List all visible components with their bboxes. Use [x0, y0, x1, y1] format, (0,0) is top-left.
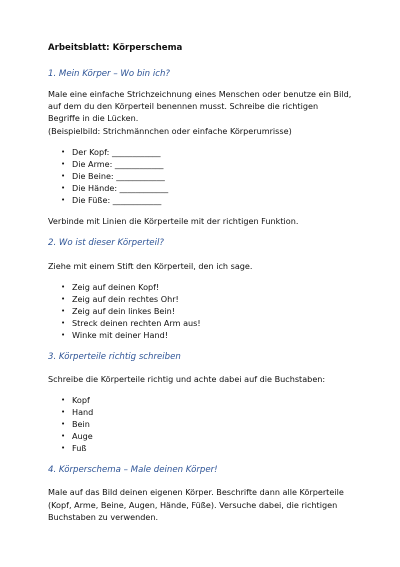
bullet-icon: •	[61, 396, 66, 405]
section-4-heading: 4. Körperschema – Male deinen Körper!	[48, 465, 218, 476]
bullet-icon: •	[61, 444, 66, 453]
bullet-icon: •	[61, 171, 66, 180]
bullet-icon: •	[61, 420, 66, 429]
section-3-list	[48, 394, 368, 454]
section-1-instruction: Verbinde mit Linien die Körperteile mit der richtigen Funktion.	[48, 215, 299, 226]
section-1-list	[48, 146, 368, 206]
section-3	[48, 351, 368, 454]
worksheet	[48, 42, 368, 523]
list-item: • Die Beine: ____________	[61, 170, 165, 181]
bullet-icon: •	[61, 432, 66, 441]
bullet-icon: •	[61, 283, 66, 292]
list-item: • Auge	[61, 431, 93, 442]
section-1-heading: 1. Mein Körper – Wo bin ich?	[48, 69, 170, 79]
bullet-icon: •	[61, 307, 66, 316]
list-item: • Zeig auf dein linkes Bein!	[61, 306, 176, 317]
section-2-list	[48, 281, 368, 341]
list-item: • Die Hände: ____________	[61, 182, 169, 193]
bullet-icon: •	[61, 195, 66, 204]
bullet-icon: •	[61, 183, 66, 192]
section-2	[48, 237, 368, 341]
page-title: Arbeitsblatt: Körperschema	[48, 43, 183, 53]
section-4	[48, 464, 368, 523]
section-2-paragraph: Ziehe mit einem Stift den Körperteil, den ich sage.	[48, 261, 253, 272]
list-item: • Hand	[61, 407, 94, 418]
list-item: • Fuß	[61, 443, 87, 454]
list-item: • Der Kopf: ____________	[61, 146, 161, 157]
list-item: • Die Füße: ____________	[61, 194, 162, 205]
section-1	[48, 68, 368, 227]
list-item: • Kopf	[61, 395, 90, 406]
bullet-icon: •	[61, 147, 66, 156]
bullet-icon: •	[61, 295, 66, 304]
bullet-icon: •	[61, 319, 66, 328]
section-2-heading: 2. Wo ist dieser Körperteil?	[48, 238, 164, 249]
section-1-paragraph: Male eine einfache Strichzeichnung eines Menschen oder benutze ein Bild, auf dem du den Körperteil benennen musst. Schreibe die richtigen Begriffe in die Lücken. (Beispielbild: Strichmännchen oder einfache Körperumrisse)	[48, 89, 352, 136]
section-3-paragraph: Schreibe die Körperteile richtig und achte dabei auf die Buchstaben:	[48, 374, 326, 385]
list-item: • Winke mit deiner Hand!	[61, 330, 168, 341]
section-3-heading: 3. Körperteile richtig schreiben	[48, 352, 181, 363]
bullet-icon: •	[61, 159, 66, 168]
list-item: • Zeig auf deinen Kopf!	[61, 282, 160, 293]
bullet-icon: •	[61, 331, 66, 340]
list-item: • Zeig auf dein rechtes Ohr!	[61, 294, 179, 305]
list-item: • Die Arme: ____________	[61, 158, 164, 169]
list-item: • Bein	[61, 419, 90, 430]
list-item: • Streck deinen rechten Arm aus!	[61, 318, 201, 329]
bullet-icon: •	[61, 408, 66, 417]
section-4-paragraph: Male auf das Bild deinen eigenen Körper. Beschrifte dann alle Körperteile (Kopf, Arme, Beine, Augen, Hände, Füße). Versuche dabei, die richtigen Buchstaben zu verwenden.	[48, 487, 344, 522]
